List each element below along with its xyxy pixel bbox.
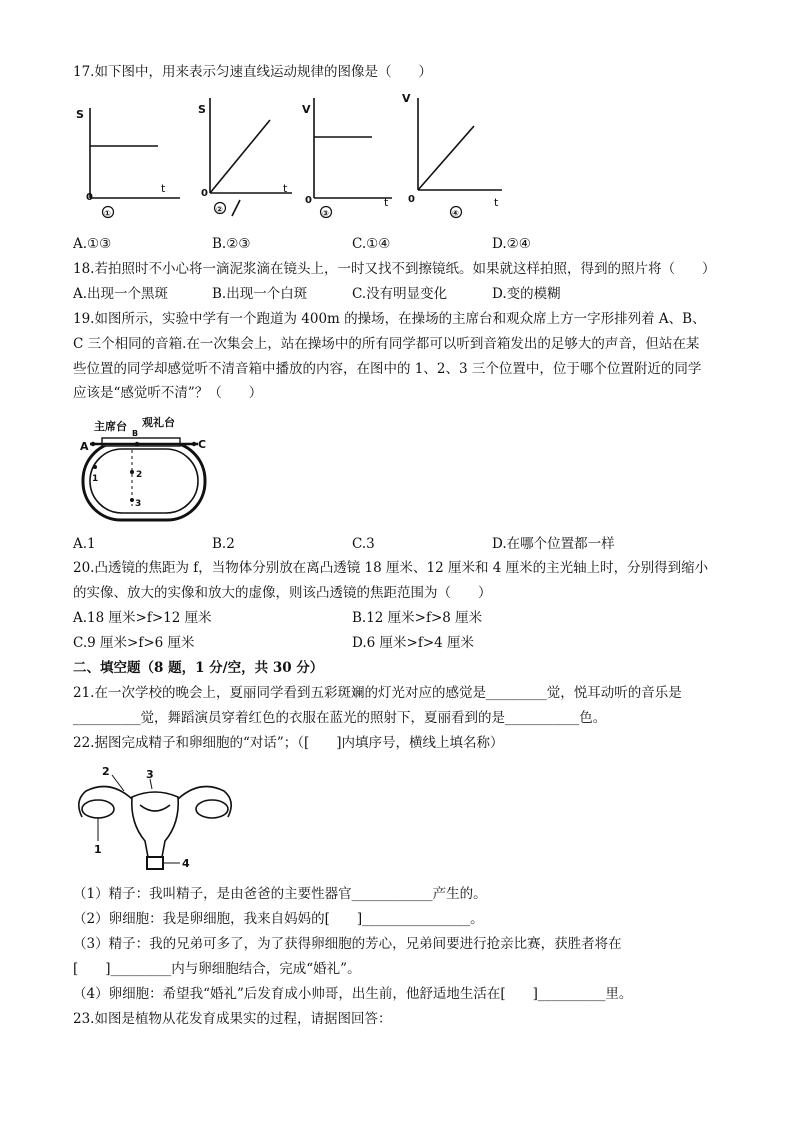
- stand1-label: 主席台: [94, 420, 127, 433]
- uterus-body: [132, 792, 178, 857]
- q22-line-5: （4）卵细胞：希望我“婚礼”后发育成小帅哥，出生前，他舒适地生活在[ ]__________里。: [73, 986, 633, 1002]
- q19-playground-figure: [80, 410, 210, 525]
- q21-line-1: 21.在一次学校的晚会上，夏丽同学看到五彩斑斓的灯光对应的感觉是_________觉，悦耳动听的音乐是: [73, 685, 682, 701]
- graph3-y-label: V: [302, 103, 311, 116]
- graph2-mark: [232, 200, 240, 216]
- q20-option-c[interactable]: C.9 厘米>f>6 厘米: [73, 635, 195, 651]
- right-ovary: [196, 800, 228, 818]
- stand2-label: 观礼台: [142, 416, 175, 429]
- vagina: [147, 857, 163, 869]
- speaker-b-dot: [135, 442, 139, 446]
- q17-option-c[interactable]: C.①④: [352, 236, 391, 252]
- pos1-dot: [93, 465, 97, 469]
- q19-line-3: 些位置的同学却感觉听不清音箱中播放的内容，在图中的 1、2、3 三个位置中，位于哪个位置附近的同学: [73, 361, 702, 377]
- label-4: 4: [182, 857, 190, 870]
- graph2-line: [210, 120, 270, 193]
- q22-uterus-figure: [70, 765, 240, 875]
- q19-option-c[interactable]: C.3: [352, 536, 375, 552]
- q17-option-b[interactable]: B.②③: [212, 236, 251, 252]
- pos2-dot: [130, 470, 134, 474]
- q20-option-a[interactable]: A.18 厘米>f>12 厘米: [73, 610, 212, 626]
- graph4-number: ④: [452, 209, 459, 218]
- track-outer: [83, 442, 205, 520]
- q18-option-d[interactable]: D.变的模糊: [492, 286, 561, 302]
- q18-option-a[interactable]: A.出现一个黑斑: [73, 286, 169, 302]
- graph4-x-label: t: [494, 196, 499, 209]
- graph1-number: ①: [104, 209, 111, 218]
- graph4-y-label: V: [402, 92, 411, 105]
- speaker-a-dot: [91, 442, 95, 446]
- track-inner: [90, 449, 198, 513]
- q22-stem: 22.据图完成精子和卵细胞的“对话”；（[ ]内填序号，横线上填名称）: [73, 735, 504, 751]
- label-3: 3: [146, 768, 154, 781]
- section-2-heading: 二、填空题（8 题，1 分/空，共 30 分）: [73, 660, 324, 676]
- q20-line-1: 20.凸透镜的焦距为 f，当物体分别放在离凸透镜 18 厘米、12 厘米和 4 厘米的主光轴上时，分别得到缩小: [73, 560, 709, 576]
- graph3-origin: 0: [305, 195, 312, 206]
- graph3-number: ③: [322, 209, 329, 218]
- uterus-cavity: [140, 805, 170, 811]
- pos2-label: 2: [136, 470, 143, 480]
- graph2-number: ②: [216, 205, 223, 214]
- q22-line-2: （2）卵细胞：我是卵细胞，我来自妈妈的[ ]________________。: [73, 911, 484, 927]
- q19-option-b[interactable]: B.2: [212, 536, 235, 552]
- graph2-origin: 0: [201, 188, 208, 199]
- q20-option-b[interactable]: B.12 厘米>f>8 厘米: [352, 610, 483, 626]
- graph4-origin: 0: [408, 194, 415, 205]
- left-ovary: [82, 800, 114, 818]
- pos3-dot: [130, 498, 134, 502]
- graph4-line: [418, 126, 474, 190]
- label-2: 2: [102, 765, 110, 778]
- graph1-origin: 0: [86, 192, 93, 203]
- q19-line-2: C 三个相同的音箱.在一次集会上，站在操场中的所有同学都可以听到音箱发出的足够大的声音，但站在某: [73, 336, 700, 352]
- q20-option-d[interactable]: D.6 厘米>f>4 厘米: [352, 635, 475, 651]
- graph3-x-label: t: [384, 196, 389, 209]
- graph1-x-label: t: [161, 182, 166, 195]
- q19-option-a[interactable]: A.1: [73, 536, 96, 552]
- q20-line-2: 的实像、放大的实像和放大的虚像，则该凸透镜的焦距范围为（ ）: [73, 585, 492, 601]
- q17-stem: 17.如下图中，用来表示匀速直线运动规律的图像是（ ）: [73, 64, 432, 80]
- graph1-y-label: S: [76, 108, 84, 121]
- q18-option-b[interactable]: B.出现一个白斑: [212, 286, 308, 302]
- label-1: 1: [94, 843, 102, 856]
- q23-stem: 23.如图是植物从花发育成果实的过程，请据图回答：: [73, 1011, 392, 1027]
- q19-line-1: 19.如图所示，实验中学有一个跑道为 400m 的操场，在操场的主席台和观众席上方一字形排列着 A、B、: [73, 311, 706, 327]
- q18-stem: 18.若拍照时不小心将一滴泥浆滴在镜头上，一时又找不到擦镜纸。如果就这样拍照，得到的照片将（ ）: [73, 261, 716, 277]
- q22-line-1: （1）精子：我叫精子，是由爸爸的主要性器官____________产生的。: [73, 886, 487, 902]
- q18-option-c[interactable]: C.没有明显变化: [352, 286, 448, 302]
- q22-line-3: （3）精子：我的兄弟可多了，为了获得卵细胞的芳心，兄弟间要进行抢亲比赛，获胜者将在: [73, 936, 622, 952]
- speaker-c-dot: [192, 442, 196, 446]
- q19-option-d[interactable]: D.在哪个位置都一样: [492, 536, 615, 552]
- q22-line-4: [ ]_________内与卵细胞结合，完成“婚礼”。: [73, 961, 361, 977]
- pos1-label: 1: [92, 474, 99, 484]
- speaker-a-label: A: [80, 440, 89, 453]
- graph2-x-label: t: [283, 182, 288, 195]
- q21-line-2: __________觉，舞蹈演员穿着红色的衣服在蓝光的照射下，夏丽看到的是___________色。: [73, 710, 607, 726]
- q19-line-4: 应该是“感觉听不清”？（ ）: [73, 385, 263, 401]
- q17-option-a[interactable]: A.①③: [73, 236, 112, 252]
- q17-option-d[interactable]: D.②④: [492, 236, 531, 252]
- speaker-c-label: C: [198, 438, 207, 451]
- speaker-b-label: B: [132, 429, 139, 438]
- graph2-y-label: S: [198, 103, 206, 116]
- pos3-label: 3: [135, 499, 142, 509]
- q17-figure: [70, 88, 510, 228]
